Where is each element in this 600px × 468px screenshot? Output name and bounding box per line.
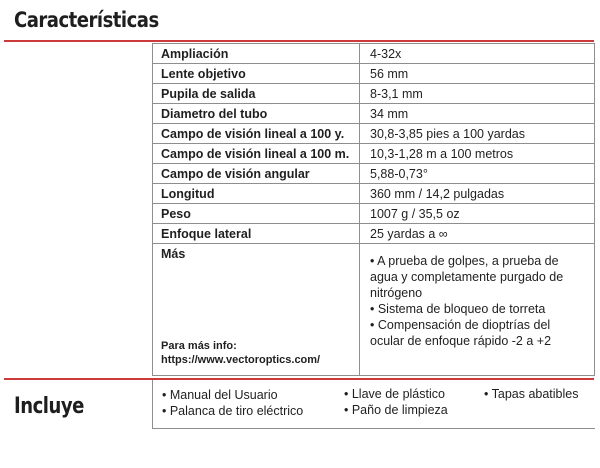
- spec-value: 4-32x: [360, 44, 595, 64]
- mas-label: Más: [161, 247, 186, 261]
- spec-label: Pupila de salida: [153, 84, 360, 104]
- includes-item: • Tapas abatibles: [484, 387, 579, 401]
- includes-column-3: [484, 386, 579, 402]
- more-info-url: https://www.vectoroptics.com/: [161, 354, 321, 366]
- spec-value: 360 mm / 14,2 pulgadas: [360, 184, 595, 204]
- spec-row: [153, 224, 595, 244]
- mas-list-cell: [360, 244, 595, 376]
- spec-value: 25 yardas a ∞: [360, 224, 595, 244]
- mas-item: • Sistema de bloqueo de torreta: [370, 302, 546, 316]
- mas-item: • A prueba de golpes, a prueba de agua y completamente purgado de nitrógeno: [370, 254, 564, 300]
- includes-left-rule: [152, 380, 153, 428]
- spec-label: Peso: [153, 204, 360, 224]
- spec-label: Longitud: [153, 184, 360, 204]
- mas-label-cell: [153, 244, 360, 376]
- red-divider-top: [4, 40, 594, 42]
- spec-label: Campo de visión angular: [153, 164, 360, 184]
- includes-column-2: [344, 386, 448, 418]
- spec-label: Diametro del tubo: [153, 104, 360, 124]
- spec-value: 10,3-1,28 m a 100 metros: [360, 144, 595, 164]
- more-info: [161, 339, 320, 367]
- spec-value: 34 mm: [360, 104, 595, 124]
- includes-item: • Paño de limpieza: [344, 403, 448, 417]
- spec-row: [153, 164, 595, 184]
- spec-row: [153, 184, 595, 204]
- spec-label: Lente objetivo: [153, 64, 360, 84]
- mas-list: [370, 247, 586, 349]
- spec-label: Campo de visión lineal a 100 m.: [153, 144, 360, 164]
- spec-value: 5,88-0,73°: [360, 164, 595, 184]
- section-title-caracteristicas: Características: [14, 8, 159, 32]
- more-info-label: Para más info:: [161, 340, 237, 352]
- red-divider-bottom: [4, 378, 594, 380]
- spec-row: [153, 104, 595, 124]
- spec-value: 30,8-3,85 pies a 100 yardas: [360, 124, 595, 144]
- spec-row: [153, 84, 595, 104]
- spec-row: [153, 124, 595, 144]
- includes-bottom-rule: [152, 428, 595, 429]
- spec-value: 1007 g / 35,5 oz: [360, 204, 595, 224]
- spec-row: [153, 144, 595, 164]
- includes-column-1: [162, 387, 303, 419]
- includes-item: • Manual del Usuario: [162, 388, 278, 402]
- spec-row-mas: [153, 244, 595, 376]
- mas-item: • Compensación de dioptrías del ocular de enfoque rápido -2 a +2: [370, 318, 552, 348]
- spec-label: Campo de visión lineal a 100 y.: [153, 124, 360, 144]
- spec-value: 8-3,1 mm: [360, 84, 595, 104]
- includes-item: • Palanca de tiro eléctrico: [162, 404, 304, 418]
- spec-label: Enfoque lateral: [153, 224, 360, 244]
- section-title-incluye: Incluye: [14, 394, 84, 419]
- spec-row: [153, 64, 595, 84]
- spec-value: 56 mm: [360, 64, 595, 84]
- spec-row: [153, 44, 595, 64]
- spec-row: [153, 204, 595, 224]
- spec-label: Ampliación: [153, 44, 360, 64]
- includes-item: • Llave de plástico: [344, 387, 445, 401]
- specs-table: [152, 43, 595, 376]
